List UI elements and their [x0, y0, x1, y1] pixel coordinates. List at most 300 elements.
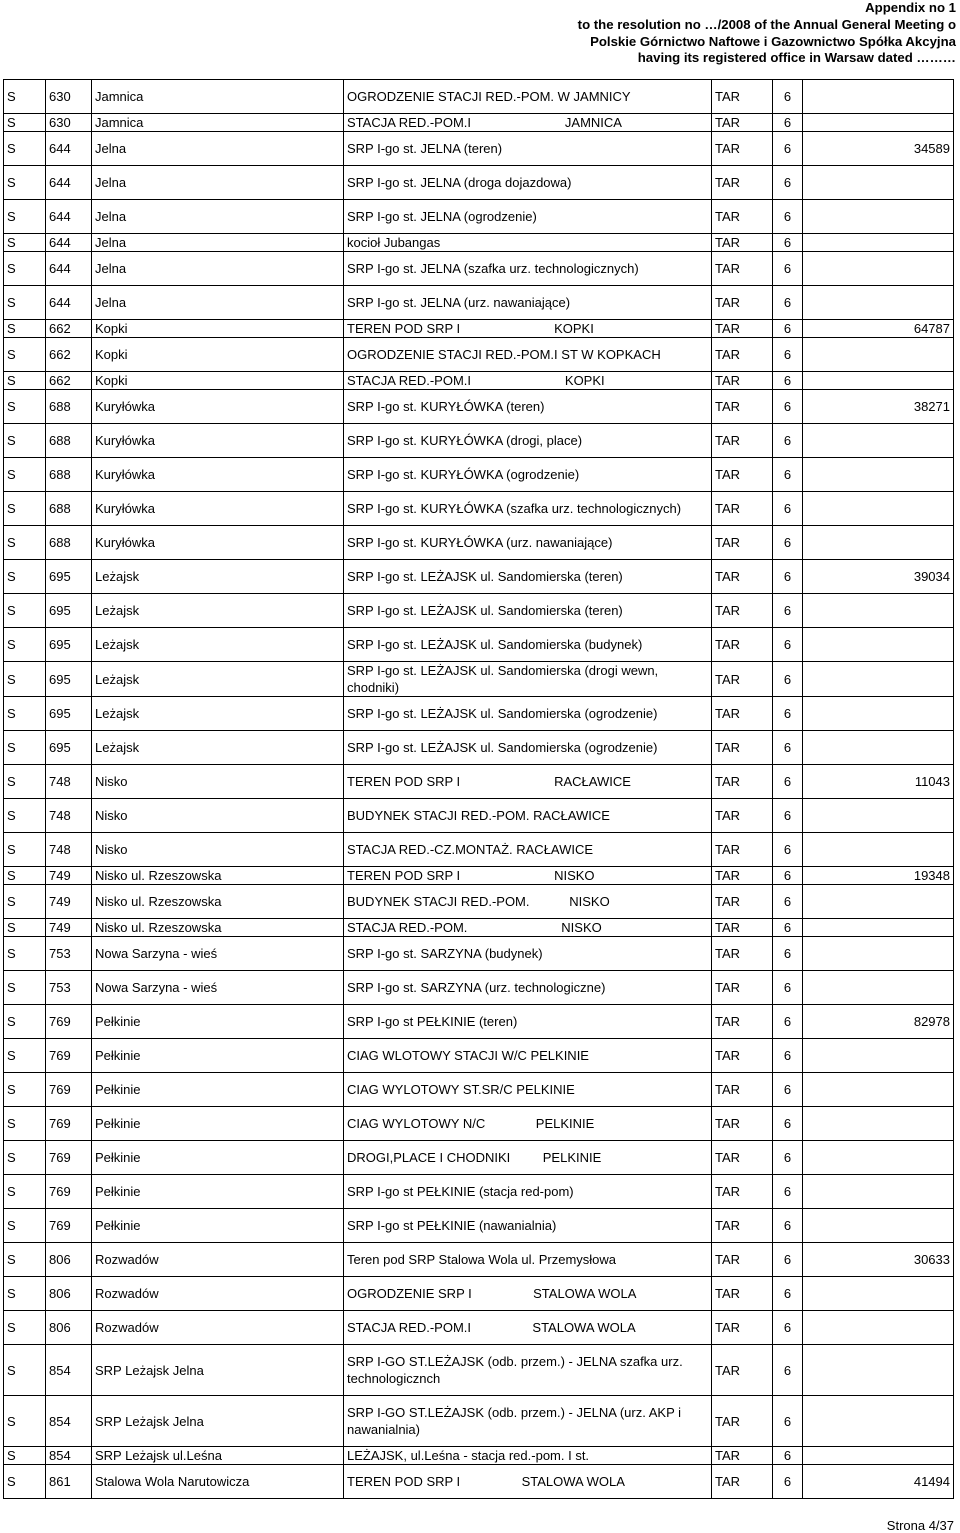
row-location-cell: SRP Leżajsk ul.Leśna: [92, 1447, 344, 1465]
row-location-cell: Kuryłówka: [92, 526, 344, 560]
row-s-cell: S: [4, 560, 46, 594]
row-s-cell: S: [4, 424, 46, 458]
row-tar-cell: TAR: [712, 594, 773, 628]
table-row: [4, 234, 954, 252]
row-s-cell: S: [4, 628, 46, 662]
row-code-cell: 6: [773, 885, 803, 919]
table-row: [4, 286, 954, 320]
row-tar-cell: TAR: [712, 937, 773, 971]
row-number-cell: 749: [46, 867, 92, 885]
row-code-cell: 6: [773, 114, 803, 132]
row-s-cell: S: [4, 731, 46, 765]
row-description-cell: SRP I-go st PEŁKINIE (nawanialnia): [344, 1209, 712, 1243]
row-description-cell: BUDYNEK STACJI RED.-POM. NISKO: [344, 885, 712, 919]
row-number-cell: 695: [46, 628, 92, 662]
row-value-cell: [803, 594, 954, 628]
row-code-cell: 6: [773, 560, 803, 594]
row-code-cell: 6: [773, 1243, 803, 1277]
row-tar-cell: TAR: [712, 1141, 773, 1175]
row-value-cell: [803, 1396, 954, 1447]
row-description-cell: BUDYNEK STACJI RED.-POM. RACŁAWICE: [344, 799, 712, 833]
row-s-cell: S: [4, 765, 46, 799]
row-tar-cell: TAR: [712, 662, 773, 697]
row-s-cell: S: [4, 234, 46, 252]
row-description-cell: SRP I-go st. LEŻAJSK ul. Sandomierska (ogrodzenie): [344, 731, 712, 765]
row-description-cell: Teren pod SRP Stalowa Wola ul. Przemysłowa: [344, 1243, 712, 1277]
row-value-cell: [803, 885, 954, 919]
row-description-cell: SRP I-go st. JELNA (ogrodzenie): [344, 200, 712, 234]
row-code-cell: 6: [773, 166, 803, 200]
table-row: [4, 937, 954, 971]
row-s-cell: S: [4, 458, 46, 492]
row-value-cell: [803, 919, 954, 937]
row-location-cell: Kopki: [92, 320, 344, 338]
row-code-cell: 6: [773, 1396, 803, 1447]
row-location-cell: Kopki: [92, 372, 344, 390]
row-tar-cell: TAR: [712, 1073, 773, 1107]
row-location-cell: Stalowa Wola Narutowicza: [92, 1465, 344, 1499]
row-value-cell: [803, 1209, 954, 1243]
row-number-cell: 695: [46, 697, 92, 731]
table-row: [4, 1141, 954, 1175]
row-s-cell: S: [4, 1073, 46, 1107]
header-line-2: to the resolution no …/2008 of the Annual General Meeting o: [577, 16, 956, 32]
row-description-cell: SRP I-go st. LEŻAJSK ul. Sandomierska (ogrodzenie): [344, 697, 712, 731]
row-tar-cell: TAR: [712, 919, 773, 937]
row-description-cell: CIAG WLOTOWY STACJI W/C PELKINIE: [344, 1039, 712, 1073]
row-description-cell: SRP I-GO ST.LEŻAJSK (odb. przem.) - JELNA szafka urz. technologicznch: [344, 1345, 712, 1396]
asset-table: [3, 79, 954, 1499]
row-s-cell: S: [4, 919, 46, 937]
row-value-cell: [803, 697, 954, 731]
row-description-cell: SRP I-go st. KURYŁÓWKA (urz. nawaniające): [344, 526, 712, 560]
row-code-cell: 6: [773, 424, 803, 458]
row-code-cell: 6: [773, 971, 803, 1005]
row-s-cell: S: [4, 1175, 46, 1209]
row-tar-cell: TAR: [712, 166, 773, 200]
row-s-cell: S: [4, 200, 46, 234]
row-description-cell: STACJA RED.-POM.I KOPKI: [344, 372, 712, 390]
row-description-cell: OGRODZENIE STACJI RED.-POM. W JAMNICY: [344, 80, 712, 114]
row-tar-cell: TAR: [712, 458, 773, 492]
row-tar-cell: TAR: [712, 114, 773, 132]
row-location-cell: Jelna: [92, 234, 344, 252]
row-code-cell: 6: [773, 697, 803, 731]
table-row: [4, 1073, 954, 1107]
row-number-cell: 695: [46, 662, 92, 697]
row-description-cell: SRP I-go st. KURYŁÓWKA (drogi, place): [344, 424, 712, 458]
row-description-cell: SRP I-go st. LEŻAJSK ul. Sandomierska (drogi wewn, chodniki): [344, 662, 712, 697]
row-location-cell: Nisko ul. Rzeszowska: [92, 867, 344, 885]
row-code-cell: 6: [773, 937, 803, 971]
row-tar-cell: TAR: [712, 338, 773, 372]
table-row: [4, 338, 954, 372]
table-row: [4, 594, 954, 628]
row-location-cell: Leżajsk: [92, 560, 344, 594]
row-code-cell: 6: [773, 1175, 803, 1209]
row-s-cell: S: [4, 833, 46, 867]
table-row: [4, 458, 954, 492]
row-tar-cell: TAR: [712, 765, 773, 799]
row-location-cell: Rozwadów: [92, 1277, 344, 1311]
row-tar-cell: TAR: [712, 1005, 773, 1039]
row-value-cell: [803, 234, 954, 252]
row-tar-cell: TAR: [712, 1396, 773, 1447]
row-value-cell: [803, 1107, 954, 1141]
row-number-cell: 662: [46, 320, 92, 338]
table-row: [4, 919, 954, 937]
table-row: [4, 132, 954, 166]
row-description-cell: OGRODZENIE SRP I STALOWA WOLA: [344, 1277, 712, 1311]
row-code-cell: 6: [773, 338, 803, 372]
table-row: [4, 114, 954, 132]
row-location-cell: Leżajsk: [92, 697, 344, 731]
row-location-cell: Jelna: [92, 252, 344, 286]
row-value-cell: 39034: [803, 560, 954, 594]
row-tar-cell: TAR: [712, 286, 773, 320]
row-location-cell: Pełkinie: [92, 1141, 344, 1175]
row-number-cell: 688: [46, 526, 92, 560]
row-code-cell: 6: [773, 1465, 803, 1499]
row-code-cell: 6: [773, 286, 803, 320]
row-description-cell: SRP I-go st. LEŻAJSK ul. Sandomierska (teren): [344, 560, 712, 594]
row-value-cell: [803, 338, 954, 372]
row-code-cell: 6: [773, 799, 803, 833]
row-number-cell: 695: [46, 731, 92, 765]
row-location-cell: Jelna: [92, 200, 344, 234]
table-row: [4, 885, 954, 919]
row-description-cell: DROGI,PLACE I CHODNIKI PELKINIE: [344, 1141, 712, 1175]
row-s-cell: S: [4, 1209, 46, 1243]
table-row: [4, 628, 954, 662]
row-location-cell: Rozwadów: [92, 1311, 344, 1345]
row-s-cell: S: [4, 697, 46, 731]
row-tar-cell: TAR: [712, 1345, 773, 1396]
row-location-cell: Nisko: [92, 833, 344, 867]
row-tar-cell: TAR: [712, 1243, 773, 1277]
row-description-cell: SRP I-go st. KURYŁÓWKA (teren): [344, 390, 712, 424]
row-location-cell: Leżajsk: [92, 662, 344, 697]
row-tar-cell: TAR: [712, 492, 773, 526]
row-code-cell: 6: [773, 594, 803, 628]
row-code-cell: 6: [773, 1277, 803, 1311]
row-code-cell: 6: [773, 526, 803, 560]
row-value-cell: 41494: [803, 1465, 954, 1499]
row-tar-cell: TAR: [712, 1107, 773, 1141]
row-location-cell: Leżajsk: [92, 594, 344, 628]
row-value-cell: 11043: [803, 765, 954, 799]
row-number-cell: 630: [46, 80, 92, 114]
row-code-cell: 6: [773, 1345, 803, 1396]
row-s-cell: S: [4, 1039, 46, 1073]
row-s-cell: S: [4, 662, 46, 697]
row-number-cell: 749: [46, 885, 92, 919]
row-s-cell: S: [4, 252, 46, 286]
row-location-cell: Jamnica: [92, 114, 344, 132]
row-location-cell: Pełkinie: [92, 1005, 344, 1039]
row-number-cell: 861: [46, 1465, 92, 1499]
row-number-cell: 753: [46, 971, 92, 1005]
table-row: [4, 320, 954, 338]
row-location-cell: Kuryłówka: [92, 424, 344, 458]
row-description-cell: SRP I-go st. JELNA (szafka urz. technologicznych): [344, 252, 712, 286]
row-number-cell: 769: [46, 1039, 92, 1073]
row-s-cell: S: [4, 1345, 46, 1396]
row-s-cell: S: [4, 114, 46, 132]
row-s-cell: S: [4, 885, 46, 919]
table-row: [4, 731, 954, 765]
row-description-cell: SRP I-go st. JELNA (teren): [344, 132, 712, 166]
row-description-cell: STACJA RED.-POM.I STALOWA WOLA: [344, 1311, 712, 1345]
row-tar-cell: TAR: [712, 731, 773, 765]
table-row: [4, 1107, 954, 1141]
row-value-cell: [803, 1277, 954, 1311]
table-row: [4, 799, 954, 833]
row-tar-cell: TAR: [712, 320, 773, 338]
row-code-cell: 6: [773, 132, 803, 166]
row-number-cell: 662: [46, 372, 92, 390]
row-description-cell: SRP I-go st PEŁKINIE (teren): [344, 1005, 712, 1039]
row-value-cell: [803, 424, 954, 458]
row-s-cell: S: [4, 390, 46, 424]
row-number-cell: 769: [46, 1107, 92, 1141]
row-code-cell: 6: [773, 390, 803, 424]
row-tar-cell: TAR: [712, 560, 773, 594]
table-row: [4, 166, 954, 200]
row-s-cell: S: [4, 166, 46, 200]
row-number-cell: 806: [46, 1277, 92, 1311]
row-code-cell: 6: [773, 1311, 803, 1345]
table-row: [4, 80, 954, 114]
row-number-cell: 753: [46, 937, 92, 971]
row-value-cell: 38271: [803, 390, 954, 424]
row-description-cell: kocioł Jubangas: [344, 234, 712, 252]
row-tar-cell: TAR: [712, 1277, 773, 1311]
row-s-cell: S: [4, 799, 46, 833]
table-row: [4, 867, 954, 885]
row-value-cell: 82978: [803, 1005, 954, 1039]
row-tar-cell: TAR: [712, 799, 773, 833]
row-location-cell: Pełkinie: [92, 1209, 344, 1243]
row-value-cell: [803, 372, 954, 390]
row-code-cell: 6: [773, 80, 803, 114]
table-row: [4, 833, 954, 867]
row-location-cell: SRP Leżajsk Jelna: [92, 1345, 344, 1396]
row-code-cell: 6: [773, 919, 803, 937]
table-row: [4, 971, 954, 1005]
row-value-cell: [803, 492, 954, 526]
row-code-cell: 6: [773, 234, 803, 252]
row-value-cell: 34589: [803, 132, 954, 166]
row-code-cell: 6: [773, 731, 803, 765]
row-number-cell: 644: [46, 286, 92, 320]
row-code-cell: 6: [773, 1107, 803, 1141]
row-number-cell: 806: [46, 1243, 92, 1277]
row-tar-cell: TAR: [712, 526, 773, 560]
row-number-cell: 644: [46, 200, 92, 234]
row-location-cell: Nisko: [92, 765, 344, 799]
header-line-3: Polskie Górnictwo Naftowe i Gazownictwo Spółka Akcyjna: [590, 33, 956, 49]
row-code-cell: 6: [773, 662, 803, 697]
row-description-cell: SRP I-go st. KURYŁÓWKA (szafka urz. technologicznych): [344, 492, 712, 526]
table-row: [4, 1209, 954, 1243]
row-s-cell: S: [4, 1141, 46, 1175]
row-tar-cell: TAR: [712, 697, 773, 731]
row-s-cell: S: [4, 338, 46, 372]
row-description-cell: SRP I-go st PEŁKINIE (stacja red-pom): [344, 1175, 712, 1209]
table-row: [4, 1005, 954, 1039]
row-value-cell: 19348: [803, 867, 954, 885]
row-location-cell: Nisko ul. Rzeszowska: [92, 885, 344, 919]
row-s-cell: S: [4, 1396, 46, 1447]
row-number-cell: 854: [46, 1396, 92, 1447]
row-description-cell: TEREN POD SRP I NISKO: [344, 867, 712, 885]
table-row: [4, 1243, 954, 1277]
row-tar-cell: TAR: [712, 390, 773, 424]
row-value-cell: [803, 458, 954, 492]
row-description-cell: TEREN POD SRP I STALOWA WOLA: [344, 1465, 712, 1499]
table-row: [4, 1345, 954, 1396]
row-tar-cell: TAR: [712, 1465, 773, 1499]
table-row: [4, 697, 954, 731]
row-value-cell: 64787: [803, 320, 954, 338]
row-location-cell: Pełkinie: [92, 1107, 344, 1141]
row-s-cell: S: [4, 1005, 46, 1039]
row-tar-cell: TAR: [712, 1447, 773, 1465]
row-value-cell: [803, 1039, 954, 1073]
row-number-cell: 695: [46, 594, 92, 628]
row-number-cell: 748: [46, 799, 92, 833]
row-value-cell: [803, 80, 954, 114]
table-row: [4, 526, 954, 560]
row-tar-cell: TAR: [712, 1209, 773, 1243]
row-number-cell: 688: [46, 390, 92, 424]
row-code-cell: 6: [773, 1209, 803, 1243]
row-s-cell: S: [4, 1243, 46, 1277]
row-description-cell: SRP I-go st. SARZYNA (urz. technologiczne): [344, 971, 712, 1005]
row-s-cell: S: [4, 1465, 46, 1499]
row-value-cell: [803, 833, 954, 867]
row-location-cell: Leżajsk: [92, 628, 344, 662]
row-code-cell: 6: [773, 200, 803, 234]
row-location-cell: Kopki: [92, 338, 344, 372]
row-location-cell: Pełkinie: [92, 1039, 344, 1073]
table-row: [4, 1396, 954, 1447]
row-tar-cell: TAR: [712, 424, 773, 458]
row-code-cell: 6: [773, 1005, 803, 1039]
row-number-cell: 749: [46, 919, 92, 937]
row-code-cell: 6: [773, 252, 803, 286]
row-number-cell: 748: [46, 765, 92, 799]
row-code-cell: 6: [773, 1447, 803, 1465]
table-row: [4, 200, 954, 234]
row-description-cell: SRP I-go st. LEŻAJSK ul. Sandomierska (budynek): [344, 628, 712, 662]
row-description-cell: SRP I-go st. JELNA (urz. nawaniające): [344, 286, 712, 320]
row-tar-cell: TAR: [712, 1175, 773, 1209]
row-value-cell: [803, 1175, 954, 1209]
row-s-cell: S: [4, 320, 46, 338]
row-code-cell: 6: [773, 458, 803, 492]
row-s-cell: S: [4, 971, 46, 1005]
row-number-cell: 630: [46, 114, 92, 132]
row-location-cell: Kuryłówka: [92, 390, 344, 424]
row-number-cell: 688: [46, 492, 92, 526]
row-location-cell: Jamnica: [92, 80, 344, 114]
row-number-cell: 769: [46, 1209, 92, 1243]
row-tar-cell: TAR: [712, 1311, 773, 1345]
row-s-cell: S: [4, 492, 46, 526]
row-description-cell: OGRODZENIE STACJI RED.-POM.I ST W KOPKACH: [344, 338, 712, 372]
row-s-cell: S: [4, 132, 46, 166]
row-location-cell: Nisko ul. Rzeszowska: [92, 919, 344, 937]
table-row: [4, 492, 954, 526]
row-tar-cell: TAR: [712, 971, 773, 1005]
row-tar-cell: TAR: [712, 234, 773, 252]
row-code-cell: 6: [773, 628, 803, 662]
row-location-cell: Kuryłówka: [92, 458, 344, 492]
row-s-cell: S: [4, 1277, 46, 1311]
row-code-cell: 6: [773, 867, 803, 885]
row-number-cell: 854: [46, 1447, 92, 1465]
row-value-cell: [803, 166, 954, 200]
row-description-cell: TEREN POD SRP I RACŁAWICE: [344, 765, 712, 799]
row-description-cell: CIAG WYLOTOWY ST.SR/C PELKINIE: [344, 1073, 712, 1107]
row-location-cell: SRP Leżajsk Jelna: [92, 1396, 344, 1447]
row-s-cell: S: [4, 1107, 46, 1141]
row-value-cell: [803, 628, 954, 662]
row-value-cell: [803, 1073, 954, 1107]
row-code-cell: 6: [773, 1039, 803, 1073]
row-value-cell: [803, 1311, 954, 1345]
row-value-cell: [803, 252, 954, 286]
row-value-cell: [803, 114, 954, 132]
header-line-4: having its registered office in Warsaw dated ………: [637, 50, 956, 66]
row-location-cell: Jelna: [92, 132, 344, 166]
row-number-cell: 769: [46, 1141, 92, 1175]
table-row: [4, 765, 954, 799]
row-code-cell: 6: [773, 372, 803, 390]
row-code-cell: 6: [773, 833, 803, 867]
row-code-cell: 6: [773, 1141, 803, 1175]
row-value-cell: [803, 937, 954, 971]
row-code-cell: 6: [773, 492, 803, 526]
row-location-cell: Jelna: [92, 166, 344, 200]
row-value-cell: [803, 1345, 954, 1396]
row-location-cell: Nisko: [92, 799, 344, 833]
row-description-cell: CIAG WYLOTOWY N/C PELKINIE: [344, 1107, 712, 1141]
row-tar-cell: TAR: [712, 885, 773, 919]
table-row: [4, 390, 954, 424]
row-s-cell: S: [4, 867, 46, 885]
row-value-cell: [803, 799, 954, 833]
row-s-cell: S: [4, 80, 46, 114]
row-number-cell: 748: [46, 833, 92, 867]
row-value-cell: [803, 1447, 954, 1465]
page-number: Strona 4/37: [886, 1518, 954, 1533]
row-location-cell: Pełkinie: [92, 1073, 344, 1107]
row-location-cell: Leżajsk: [92, 731, 344, 765]
row-tar-cell: TAR: [712, 252, 773, 286]
row-description-cell: STACJA RED.-POM.I JAMNICA: [344, 114, 712, 132]
table-row: [4, 424, 954, 458]
row-s-cell: S: [4, 594, 46, 628]
row-s-cell: S: [4, 372, 46, 390]
row-s-cell: S: [4, 286, 46, 320]
row-s-cell: S: [4, 1311, 46, 1345]
row-number-cell: 769: [46, 1175, 92, 1209]
table-row: [4, 560, 954, 594]
row-description-cell: SRP I-go st. KURYŁÓWKA (ogrodzenie): [344, 458, 712, 492]
